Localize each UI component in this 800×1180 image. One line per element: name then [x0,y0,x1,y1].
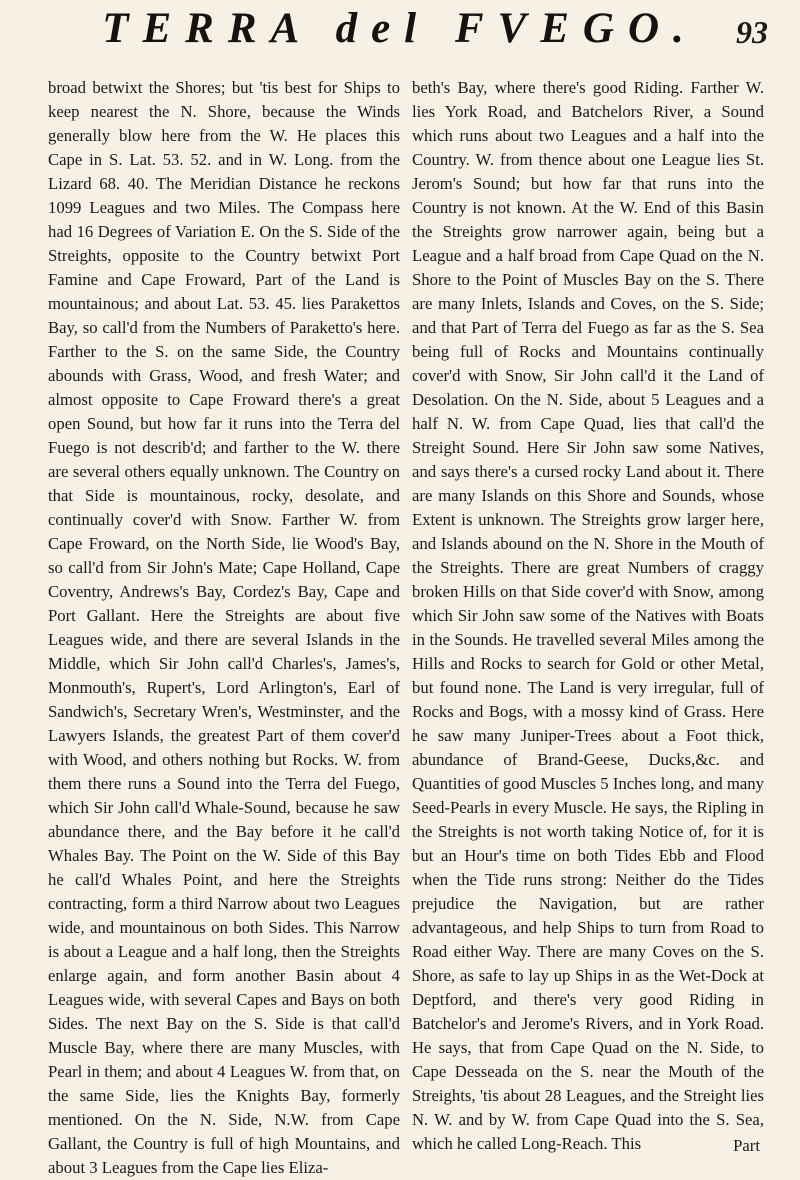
right-column [412,76,764,1161]
catchword: Part [733,1136,760,1155]
right-column-text: beth's Bay, where there's good Riding. Farther W. lies York Road, and Batchelors River, a Sound which runs about two Leagues and a half into the Country. W. from thence about one League lies St. Jerom's Sound; but how far that runs into the Country is not known. At the W. End of this Basin the Streights grow narrower again, being but a League and a half broad from Cape Quad on the N. Shore to the Point of Muscles Bay on the S. There are many Inlets, Islands and Coves, on the S. Side; and that Part of Terra del Fuego as far as the S. Sea being full of Rocks and Mountains continually cover'd with Snow, Sir John call'd it the Land of Desolation. On the N. Side, about 5 Leagues and a half N. W. from Cape Quad, lies that call'd the Streight Sound. Here Sir John saw some Natives, and says there's a cursed rocky Land about it. There are many Islands on this Shore and Sounds, whose Extent is unknown. The Streights grow larger here, and Islands abound on the N. Shore in the Mouth of the Streights. There are great Numbers of craggy broken Hills on that Side cover'd with Snow, among which Sir John saw some of the Natives with Boats in the Sounds. He travelled several Miles among the Hills and Rocks to search for Gold or other Metal, but found none. The Land is very irregular, full of Rocks and Bogs, with a mossy kind of Grass. Here he saw many Juniper-Trees about a Foot thick, abundance of Brand-Geese, Ducks,&c. and Quantities of good Muscles 5 Inches long, and many Seed-Pearls in every Muscle. He says, the Ripling in the Streights is not worth taking Notice of, for it is but an Hour's time on both Tides Ebb and Flood when the Tide runs strong: Neither do the Tides prejudice the Navigation, but are rather advantageous, and help Ships to turn from Road to Road either Way. There are many Coves on the S. Shore, as safe to lay up Ships in as the Wet-Dock at Deptford, and there's very good Riding in Batchelor's and Jerome's Rivers, and in York Road. He says, that from Cape Quad on the N. Side, to Cape Desseada on the S. near the Mouth of the Streights, 'tis about 28 Leagues, and the Streight lies N. W. and by W. from Cape Quad into the S. Sea, which he called Long-Reach. This [412,78,764,1153]
page-header [0,0,800,70]
left-column [48,76,400,1177]
running-title: TERRA del FVEGO. [102,5,698,52]
page-number: 93 [736,14,768,50]
left-column-text: broad betwixt the Shores; but 'tis best for Ships to keep nearest the N. Shore, because the Winds generally blow here from the W. He places this Cape in S. Lat. 53. 52. and in W. Long. from the Lizard 68. 40. The Meridian Distance he reckons 1099 Leagues and two Miles. The Compass here had 16 Degrees of Variation E. On the S. Side of the Streights, opposite to the Country betwixt Port Famine and Cape Froward, Part of the Land is mountainous; and about Lat. 53. 45. lies Parakettos Bay, so call'd from the Numbers of Paraketto's here. Farther to the S. on the same Side, the Country abounds with Grass, Wood, and fresh Water; and almost opposite to Cape Froward there's a great open Sound, but how far it runs into the Terra del Fuego is not describ'd; and farther to the W. there are several others equally unknown. The Country on that Side is mountainous, rocky, desolate, and continually cover'd with Snow. Farther W. from Cape Froward, on the North Side, lie Wood's Bay, so call'd from Sir John's Mate; Cape Holland, Cape Coventry, Andrews's Bay, Cordez's Bay, Cape and Port Gallant. Here the Streights are about five Leagues wide, and there are several Islands in the Middle, which Sir John call'd Charles's, James's, Monmouth's, Rupert's, Lord Arlington's, Earl of Sandwich's, Secretary Wren's, Westminster, and the Lawyers Islands, the greatest Part of them cover'd with Wood, and others nothing but Rocks. W. from them there runs a Sound into the Terra del Fuego, which Sir John call'd Whale-Sound, because he saw abundance there, and the Bay before it he call'd Whales Bay. The Point on the W. Side of this Bay he call'd Whales Point, and here the Streights contracting, form a third Narrow about two Leagues wide, and mountainous on both Sides. This Narrow is about a League and a half long, then the Streights enlarge again, and form another Basin about 4 Leagues wide, with several Capes and Bays on both Sides. The next Bay on the S. Side is that call'd Muscle Bay, where there are many Muscles, with Pearl in them; and about 4 Leagues W. from that, on the same Side, lies the Knights Bay, formerly mentioned. On the N. Side, N.W. from Cape Gallant, the Country is full of high Mountains, and about 3 Leagues from the Cape lies Eliza- [48,78,400,1177]
